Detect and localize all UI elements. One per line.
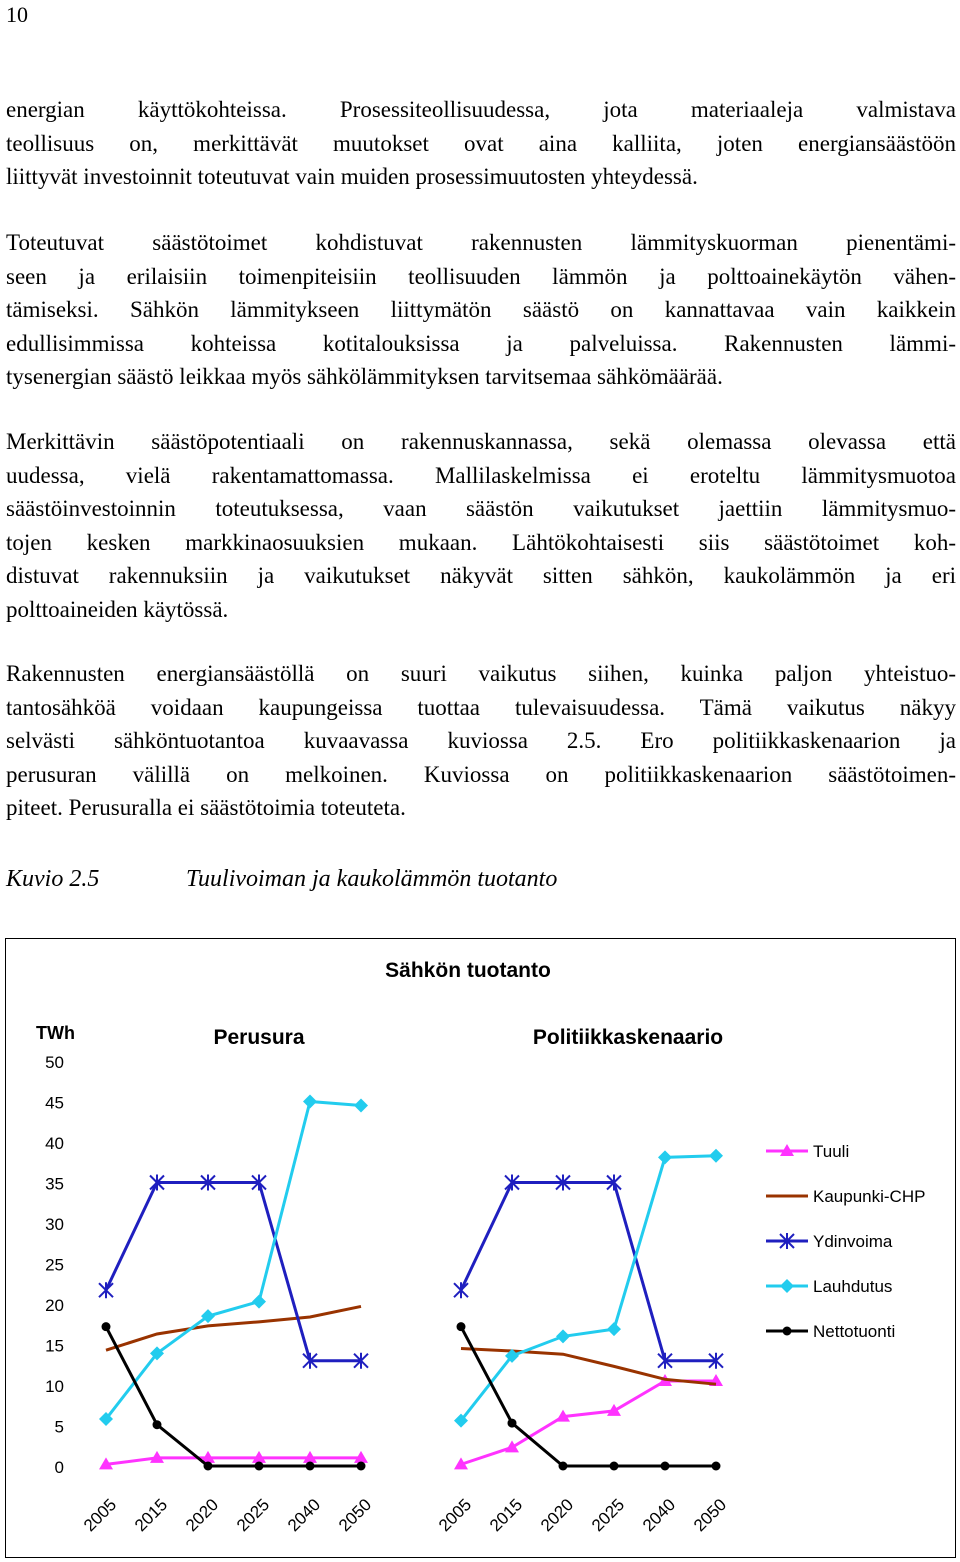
x-tick-label: 2050 (335, 1495, 376, 1536)
page-number: 10 (6, 2, 28, 27)
data-point (712, 1462, 721, 1471)
data-point (204, 1462, 213, 1471)
data-point (505, 1440, 519, 1452)
paragraph-line: uudessa, vielä rakentamattomassa. Mallilaskelmissa ei eroteltu lämmitysmuotoa (6, 462, 956, 488)
data-point (457, 1322, 466, 1331)
y-tick-label: 5 (54, 1417, 64, 1437)
chart-frame (5, 938, 956, 1558)
series-line (461, 1327, 716, 1466)
paragraph-line: tämiseksi. Sähkön lämmitykseen liittymätön säästö on kannattavaa vain kaikkein (6, 297, 956, 323)
paragraph-line: liittyvät investoinnit toteutuvat vain muiden prosessimuutosten yhteydessä. (6, 164, 698, 190)
data-point (709, 1149, 723, 1163)
y-tick-label: 50 (45, 1053, 64, 1072)
legend-label: Tuuli (813, 1142, 850, 1161)
paragraph-line: teollisuus on, merkittävät muutokset ovat aina kalliita, joten energiansäästöön (6, 130, 956, 156)
data-point (661, 1462, 670, 1471)
y-tick-label: 25 (45, 1255, 64, 1275)
x-tick-label: 2015 (486, 1495, 527, 1536)
electricity-production-chart (6, 939, 955, 1557)
legend-label: Lauhdutus (813, 1277, 893, 1296)
x-tick-label: 2015 (131, 1495, 172, 1536)
paragraph-4 (6, 657, 956, 825)
paragraph-2 (6, 226, 956, 394)
y-axis-unit: TWh (36, 1023, 75, 1043)
data-point (610, 1462, 619, 1471)
paragraph-line: piteet. Perusuralla ei säästötoimia toteuteta. (6, 795, 406, 821)
figure-title: Tuulivoiman ja kaukolämmön tuotanto (186, 866, 558, 892)
paragraph-3 (6, 425, 956, 627)
paragraph-line: tantosähköä voidaan kaupungeissa tuottaa tulevaisuudessa. Tämä vaikutus näkyy (6, 694, 956, 720)
legend-label: Ydinvoima (813, 1232, 893, 1251)
data-point (607, 1322, 621, 1336)
paragraph-line: selvästi sähköntuotantoa kuvaavassa kuviossa 2.5. Ero politiikkaskenaarion ja (6, 728, 956, 754)
x-tick-label: 2050 (690, 1495, 731, 1536)
y-tick-label: 45 (45, 1093, 64, 1113)
data-point (102, 1322, 111, 1331)
panel-title: Politiikkaskenaario (532, 1026, 724, 1049)
data-point (559, 1462, 568, 1471)
series-line (106, 1183, 361, 1361)
paragraph-line: perusuran välillä on melkoinen. Kuviossa on politiikkaskenaarion säästötoimen- (6, 761, 956, 787)
data-point (153, 1420, 162, 1429)
panel-title: Perusura (213, 1026, 305, 1049)
y-tick-label: 30 (45, 1215, 64, 1234)
paragraph-line: energian käyttökohteissa. Prosessiteollisuudessa, jota materiaaleja valmistava (6, 97, 956, 122)
x-tick-label: 2005 (80, 1495, 121, 1536)
data-point (303, 1095, 317, 1109)
data-point (99, 1282, 113, 1298)
series-line (106, 1306, 361, 1350)
y-tick-label: 40 (45, 1134, 64, 1153)
series-line (461, 1349, 716, 1385)
figure-number: Kuvio 2.5 (6, 866, 100, 892)
legend-label: Nettotuonti (813, 1322, 896, 1341)
paragraph-line: Rakennusten energiansäästöllä on suuri vaikutus siihen, kuinka paljon yhteistuo- (6, 661, 956, 686)
data-point (354, 1099, 368, 1113)
data-point (255, 1462, 264, 1471)
paragraph-line: Merkittävin säästöpotentiaali on rakennuskannassa, sekä olemassa olevassa että (6, 429, 956, 454)
paragraph-line: Toteutuvat säästötoimet kohdistuvat rakennusten lämmityskuorman pienentämi- (6, 230, 956, 255)
x-tick-label: 2040 (639, 1495, 680, 1536)
x-tick-label: 2025 (233, 1495, 274, 1536)
series-line (461, 1381, 716, 1464)
y-tick-label: 20 (45, 1296, 64, 1315)
data-point (357, 1462, 366, 1471)
paragraph-line: polttoaineiden käytössä. (6, 596, 229, 622)
y-tick-label: 35 (45, 1174, 64, 1194)
data-point (508, 1419, 517, 1428)
paragraph-line: tysenergian säästö leikkaa myös sähkölämmityksen tarvitsemaa sähkömäärää. (6, 364, 723, 390)
series-line (106, 1102, 361, 1420)
series-line (106, 1458, 361, 1464)
x-tick-label: 2005 (435, 1495, 476, 1536)
paragraph-line: seen ja erilaisiin toimenpiteisiin teollisuuden lämmön ja polttoainekäytön vähen- (6, 263, 956, 289)
chart-title: Sähkön tuotanto (385, 959, 551, 982)
x-tick-label: 2025 (588, 1495, 629, 1536)
y-tick-label: 10 (45, 1377, 64, 1396)
data-point (306, 1462, 315, 1471)
legend-marker (780, 1279, 794, 1293)
y-tick-label: 0 (54, 1458, 64, 1477)
legend-label: Kaupunki-CHP (813, 1187, 926, 1206)
paragraph-line: edullisimmissa kohteissa kotitalouksissa ja palveluissa. Rakennusten lämmi- (6, 330, 956, 356)
data-point (556, 1329, 570, 1343)
data-point (658, 1150, 672, 1164)
x-tick-label: 2020 (182, 1495, 223, 1536)
x-tick-label: 2020 (537, 1495, 578, 1536)
data-point (607, 1404, 621, 1416)
legend-marker (783, 1327, 792, 1336)
paragraph-line: säästöinvestoinnin toteutuksessa, vaan säästön vaikutukset jaettiin lämmitysmuo- (6, 496, 956, 522)
data-point (252, 1295, 266, 1309)
series-line (106, 1327, 361, 1466)
x-tick-label: 2040 (284, 1495, 325, 1536)
data-point (454, 1282, 468, 1298)
paragraph-line: distuvat rakennuksiin ja vaikutukset näkyvät sitten sähkön, kaukolämmön ja eri (6, 563, 956, 589)
y-tick-label: 15 (45, 1336, 64, 1356)
paragraph-line: tojen kesken markkinaosuuksien mukaan. Lähtökohtaisesti siis säästötoimet koh- (6, 529, 956, 555)
paragraph-1 (6, 93, 956, 194)
